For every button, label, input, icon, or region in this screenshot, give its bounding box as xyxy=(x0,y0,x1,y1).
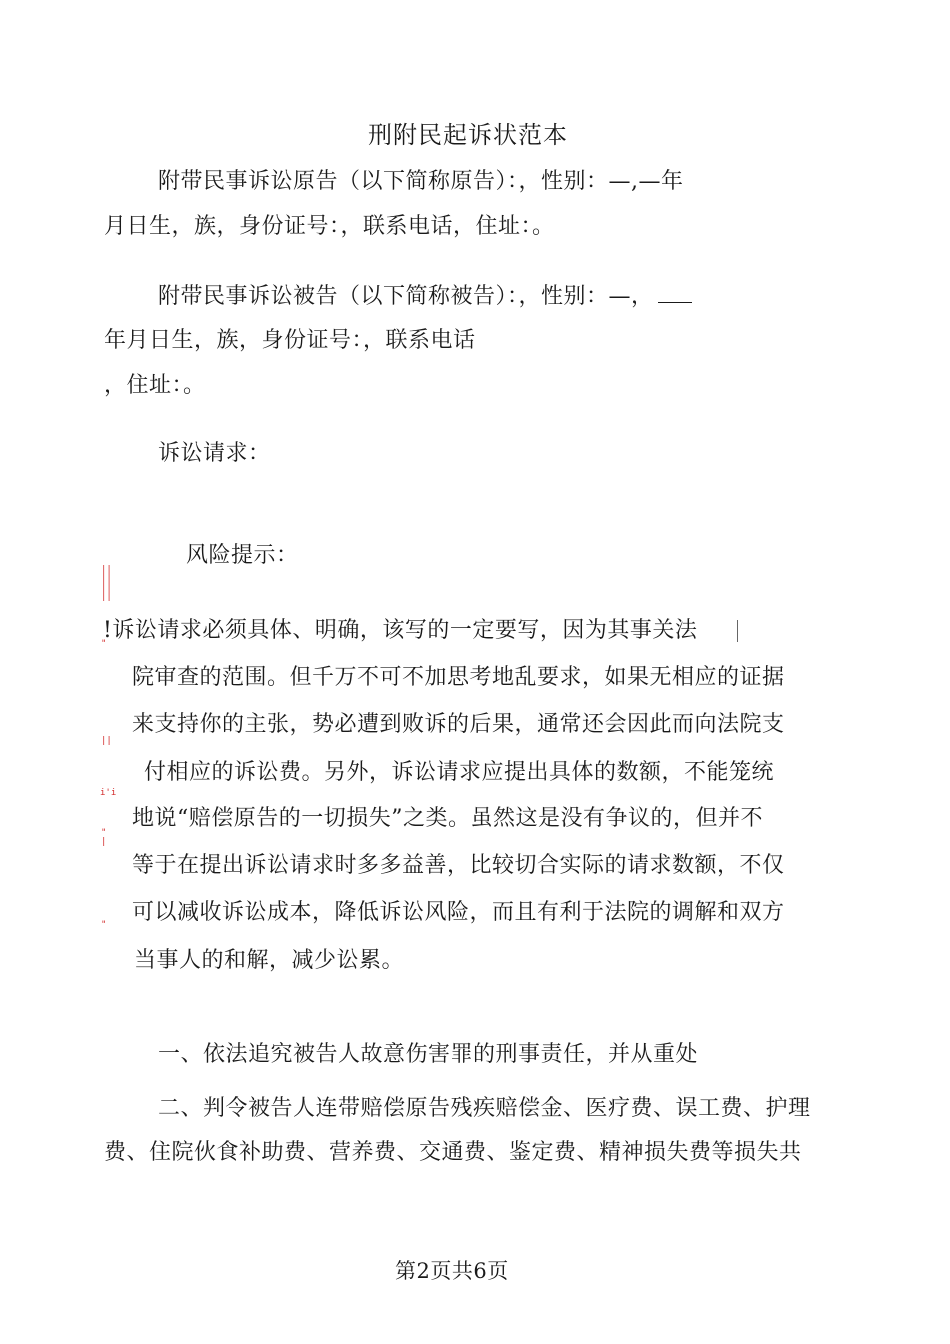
claim-item-2-line-2: 费、住院伙食补助费、营养费、交通费、鉴定费、精神损失费等损失共 xyxy=(104,1140,802,1165)
plaintiff-line-2: 月日生，族，身份证号：，联系电话，住址：。 xyxy=(104,214,555,239)
revision-mark-5: " | xyxy=(101,828,107,847)
page-footer: 第2页共6页 xyxy=(395,1259,509,1283)
claim-item-1: 一、依法追究被告人故意伤害罪的刑事责任，并从重处 xyxy=(158,1042,699,1067)
defendant-line-1-text: 附带民事诉讼被告（以下简称被告）：，性别：—， xyxy=(158,284,654,309)
defendant-line-2: 年月日生，族，身份证号：，联系电话 xyxy=(104,328,476,353)
risk-line-5: 地说“赔偿原告的一切损失”之类。虽然这是没有争议的，但并不 xyxy=(132,806,763,831)
risk-line-4: 付相应的诉讼费。另外，诉讼请求应提出具体的数额，不能笼统 xyxy=(144,760,775,785)
risk-line-8: 当事人的和解，减少讼累。 xyxy=(134,948,405,973)
revision-mark-4: i'i xyxy=(100,788,117,798)
risk-line-6: 等于在提出诉讼请求时多多益善，比较切合实际的请求数额，不仅 xyxy=(132,853,785,878)
revision-mark-2: " xyxy=(101,639,107,649)
revision-mark-1: || || || || xyxy=(101,565,112,602)
risk-line-1: !诉讼请求必须具体、明确，该写的一定要写，因为其事关法 xyxy=(103,618,698,643)
risk-heading: 风险提示： xyxy=(186,543,299,568)
plaintiff-line-1: 附带民事诉讼原告（以下简称原告）：，性别：—,—年 xyxy=(158,169,684,194)
claim-item-2-line-1: 二、判令被告人连带赔偿原告残疾赔偿金、医疗费、误工费、护理 xyxy=(158,1096,811,1121)
revision-mark-6: " xyxy=(101,920,107,930)
document-title: 刑附民起诉状范本 xyxy=(368,121,568,149)
defendant-line-1 xyxy=(158,282,692,312)
risk-line-7: 可以减收诉讼成本，降低诉讼风险，而且有利于法院的调解和双方 xyxy=(132,900,785,925)
defendant-line-3: ，住址：。 xyxy=(104,373,206,398)
right-margin-bar xyxy=(737,620,738,642)
risk-line-2: 院审查的范围。但千万不可不加思考地乱要求，如果无相应的证据 xyxy=(132,665,785,690)
revision-mark-3: || xyxy=(101,736,112,746)
claims-heading: 诉讼请求： xyxy=(158,441,271,466)
defendant-blank-field xyxy=(658,284,692,303)
risk-line-3: 来支持你的主张，势必遭到败诉的后果，通常还会因此而向法院支 xyxy=(132,712,785,737)
